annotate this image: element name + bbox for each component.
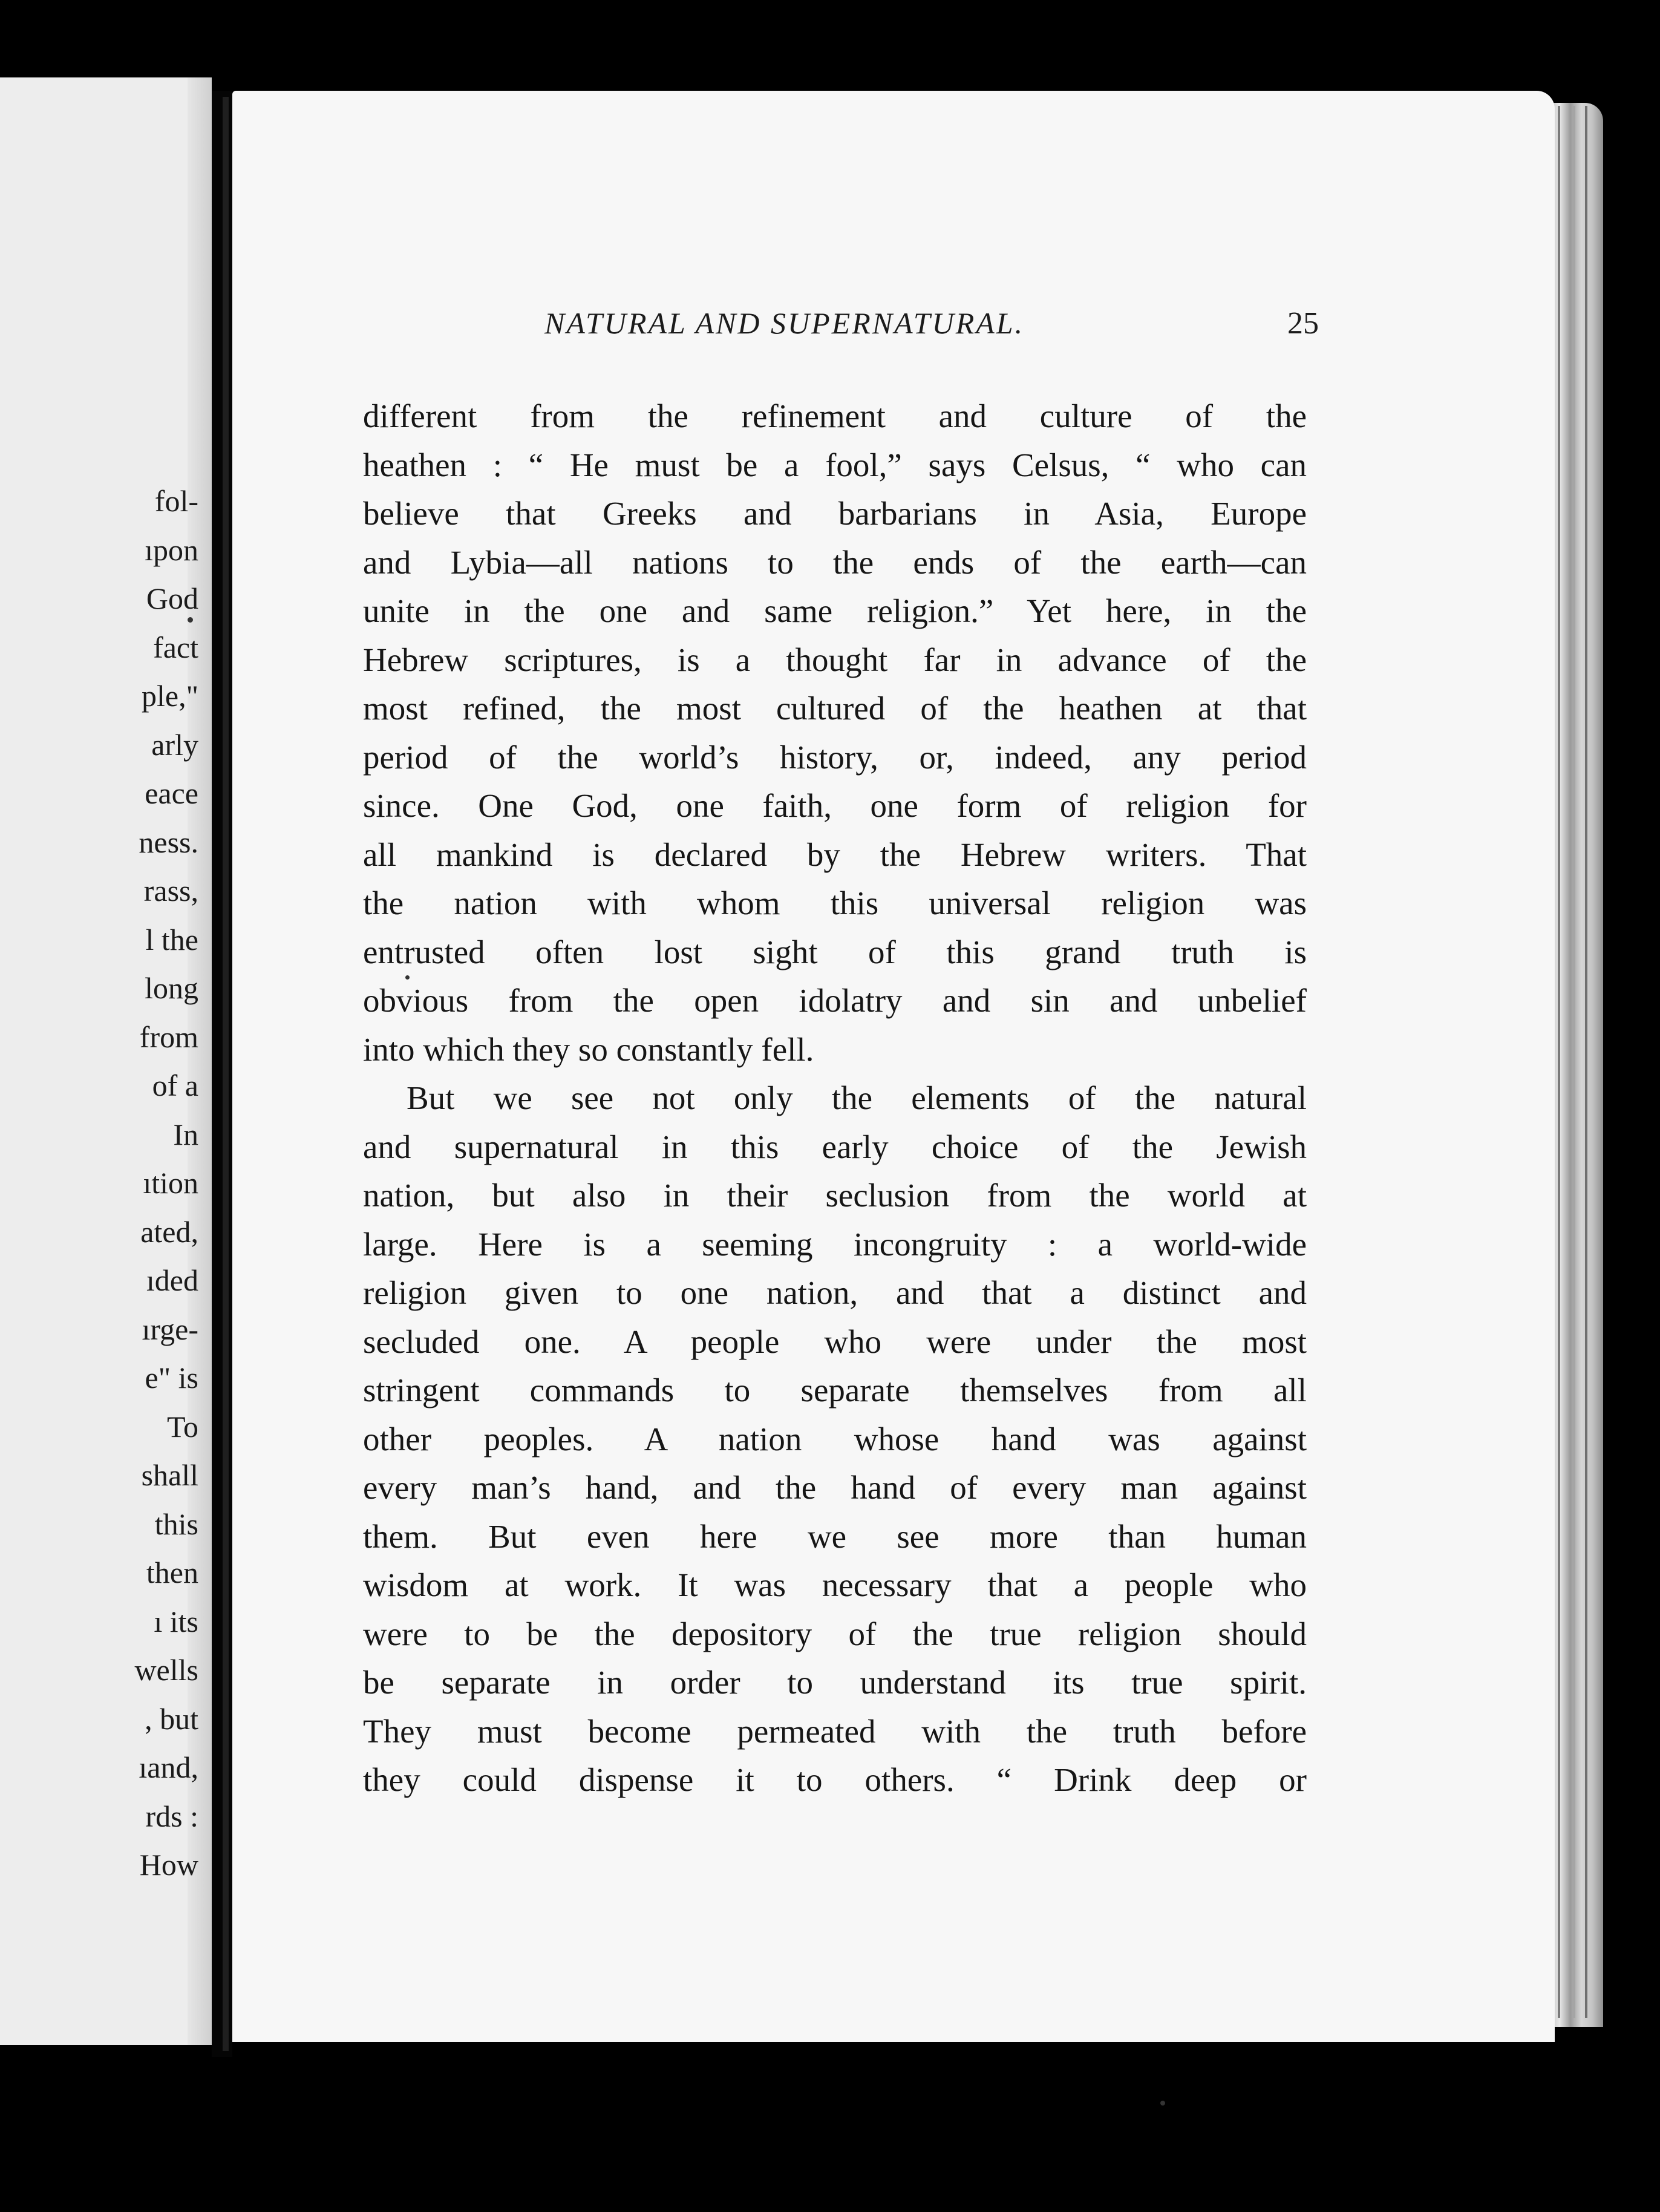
text-line: period of the world’s history, or, indeed, any period [363,738,1307,776]
text-line: Hebrew scriptures, is a thought far in advance of the [363,641,1307,678]
facing-line: ırge- [142,1312,198,1346]
book-spine-shadow [223,97,229,2051]
facing-line: long [145,971,198,1005]
facing-line: ıded [146,1263,198,1297]
text-line: be separate in order to understand its true spirit. [363,1664,1307,1701]
facing-line: God [146,581,198,615]
text-line: other peoples. A nation whose hand was against [363,1420,1307,1458]
scan-speck [188,617,193,623]
text-line: since. One God, one faith, one form of religion for [363,787,1307,824]
running-head: NATURAL AND SUPERNATURAL. [544,306,1025,340]
facing-line: ıpon [145,532,198,567]
paragraph-start-line: But we see not only the elements of the natural [407,1079,1307,1116]
facing-line: ıand, [139,1750,198,1784]
text-line: religion given to one nation, and that a distinct and [363,1274,1307,1311]
text-line: They must become permeated with the truth before [363,1712,1307,1750]
text-line: all mankind is declared by the Hebrew writers. That [363,836,1307,873]
scan-speck [1160,2101,1165,2106]
facing-line: e" is [145,1361,198,1395]
facing-line: How [139,1848,198,1882]
facing-line: wells [134,1653,198,1687]
text-line: and Lybia—all nations to the ends of the earth—can [363,543,1307,581]
facing-line: ated, [140,1214,198,1249]
facing-line: rds : [145,1799,198,1833]
facing-line: fol- [154,484,198,518]
facing-line: l the [145,922,198,957]
scan-speck [405,975,410,980]
text-line: heathen : “ He must be a fool,” says Celsus, “ who can [363,446,1307,483]
paragraph-end-line: into which they so constantly fell. [363,1030,814,1068]
book-gutter [212,91,232,2057]
text-line: them. But even here we see more than human [363,1517,1307,1555]
facing-line: shall [141,1458,198,1492]
facing-line: arly [151,727,198,762]
facing-line: this [154,1507,198,1541]
facing-page-text [5,477,198,1890]
facing-line: ple," [142,679,198,713]
text-line: every man’s hand, and the hand of every man against [363,1469,1307,1506]
text-line: different from the refinement and culture of the [363,398,1307,434]
facing-line: To [166,1409,198,1444]
facing-line: ness. [139,825,198,859]
text-line: the nation with whom this universal religion was [363,885,1307,921]
text-line: believe that Greeks and barbarians in Asia, Europe [363,495,1307,532]
facing-line: of a [152,1068,198,1102]
facing-page [0,77,212,2045]
text-line: most refined, the most cultured of the heathen at that [363,690,1307,727]
facing-line: , but [145,1701,198,1736]
text-line: unite in the one and same religion.” Yet here, in the [363,592,1307,629]
facing-line: from [139,1019,198,1054]
facing-line: then [146,1556,198,1589]
text-line: stringent commands to separate themselves from all [363,1372,1307,1409]
text-line: large. Here is a seeming incongruity : a world-wide [363,1225,1307,1263]
text-line: nation, but also in their seclusion from the world at [363,1177,1307,1214]
text-line: secluded one. A people who were under the most [363,1323,1307,1360]
body-text [363,392,1307,1805]
text-line: entrusted often lost sight of this grand truth is [363,933,1307,970]
facing-line: fact [153,630,198,664]
facing-line: eace [145,776,198,810]
facing-line: ı its [154,1604,198,1638]
text-line: were to be the depository of the true religion should [363,1615,1307,1652]
text-line: wisdom at work. It was necessary that a people who [363,1566,1307,1603]
text-line: they could dispense it to others. “ Drink deep or [363,1761,1307,1798]
page-number: 25 [1287,306,1319,341]
text-line: and supernatural in this early choice of the Jewish [363,1128,1307,1165]
page-edge-line [1585,106,1587,2018]
page-edge-line [1573,106,1575,2018]
facing-line: In [173,1117,198,1151]
page-edge-line [1558,106,1560,2018]
text-line: obvious from the open idolatry and sin and unbelief [363,982,1307,1019]
facing-line: ıtion [143,1166,198,1200]
facing-line: rass, [143,874,198,908]
